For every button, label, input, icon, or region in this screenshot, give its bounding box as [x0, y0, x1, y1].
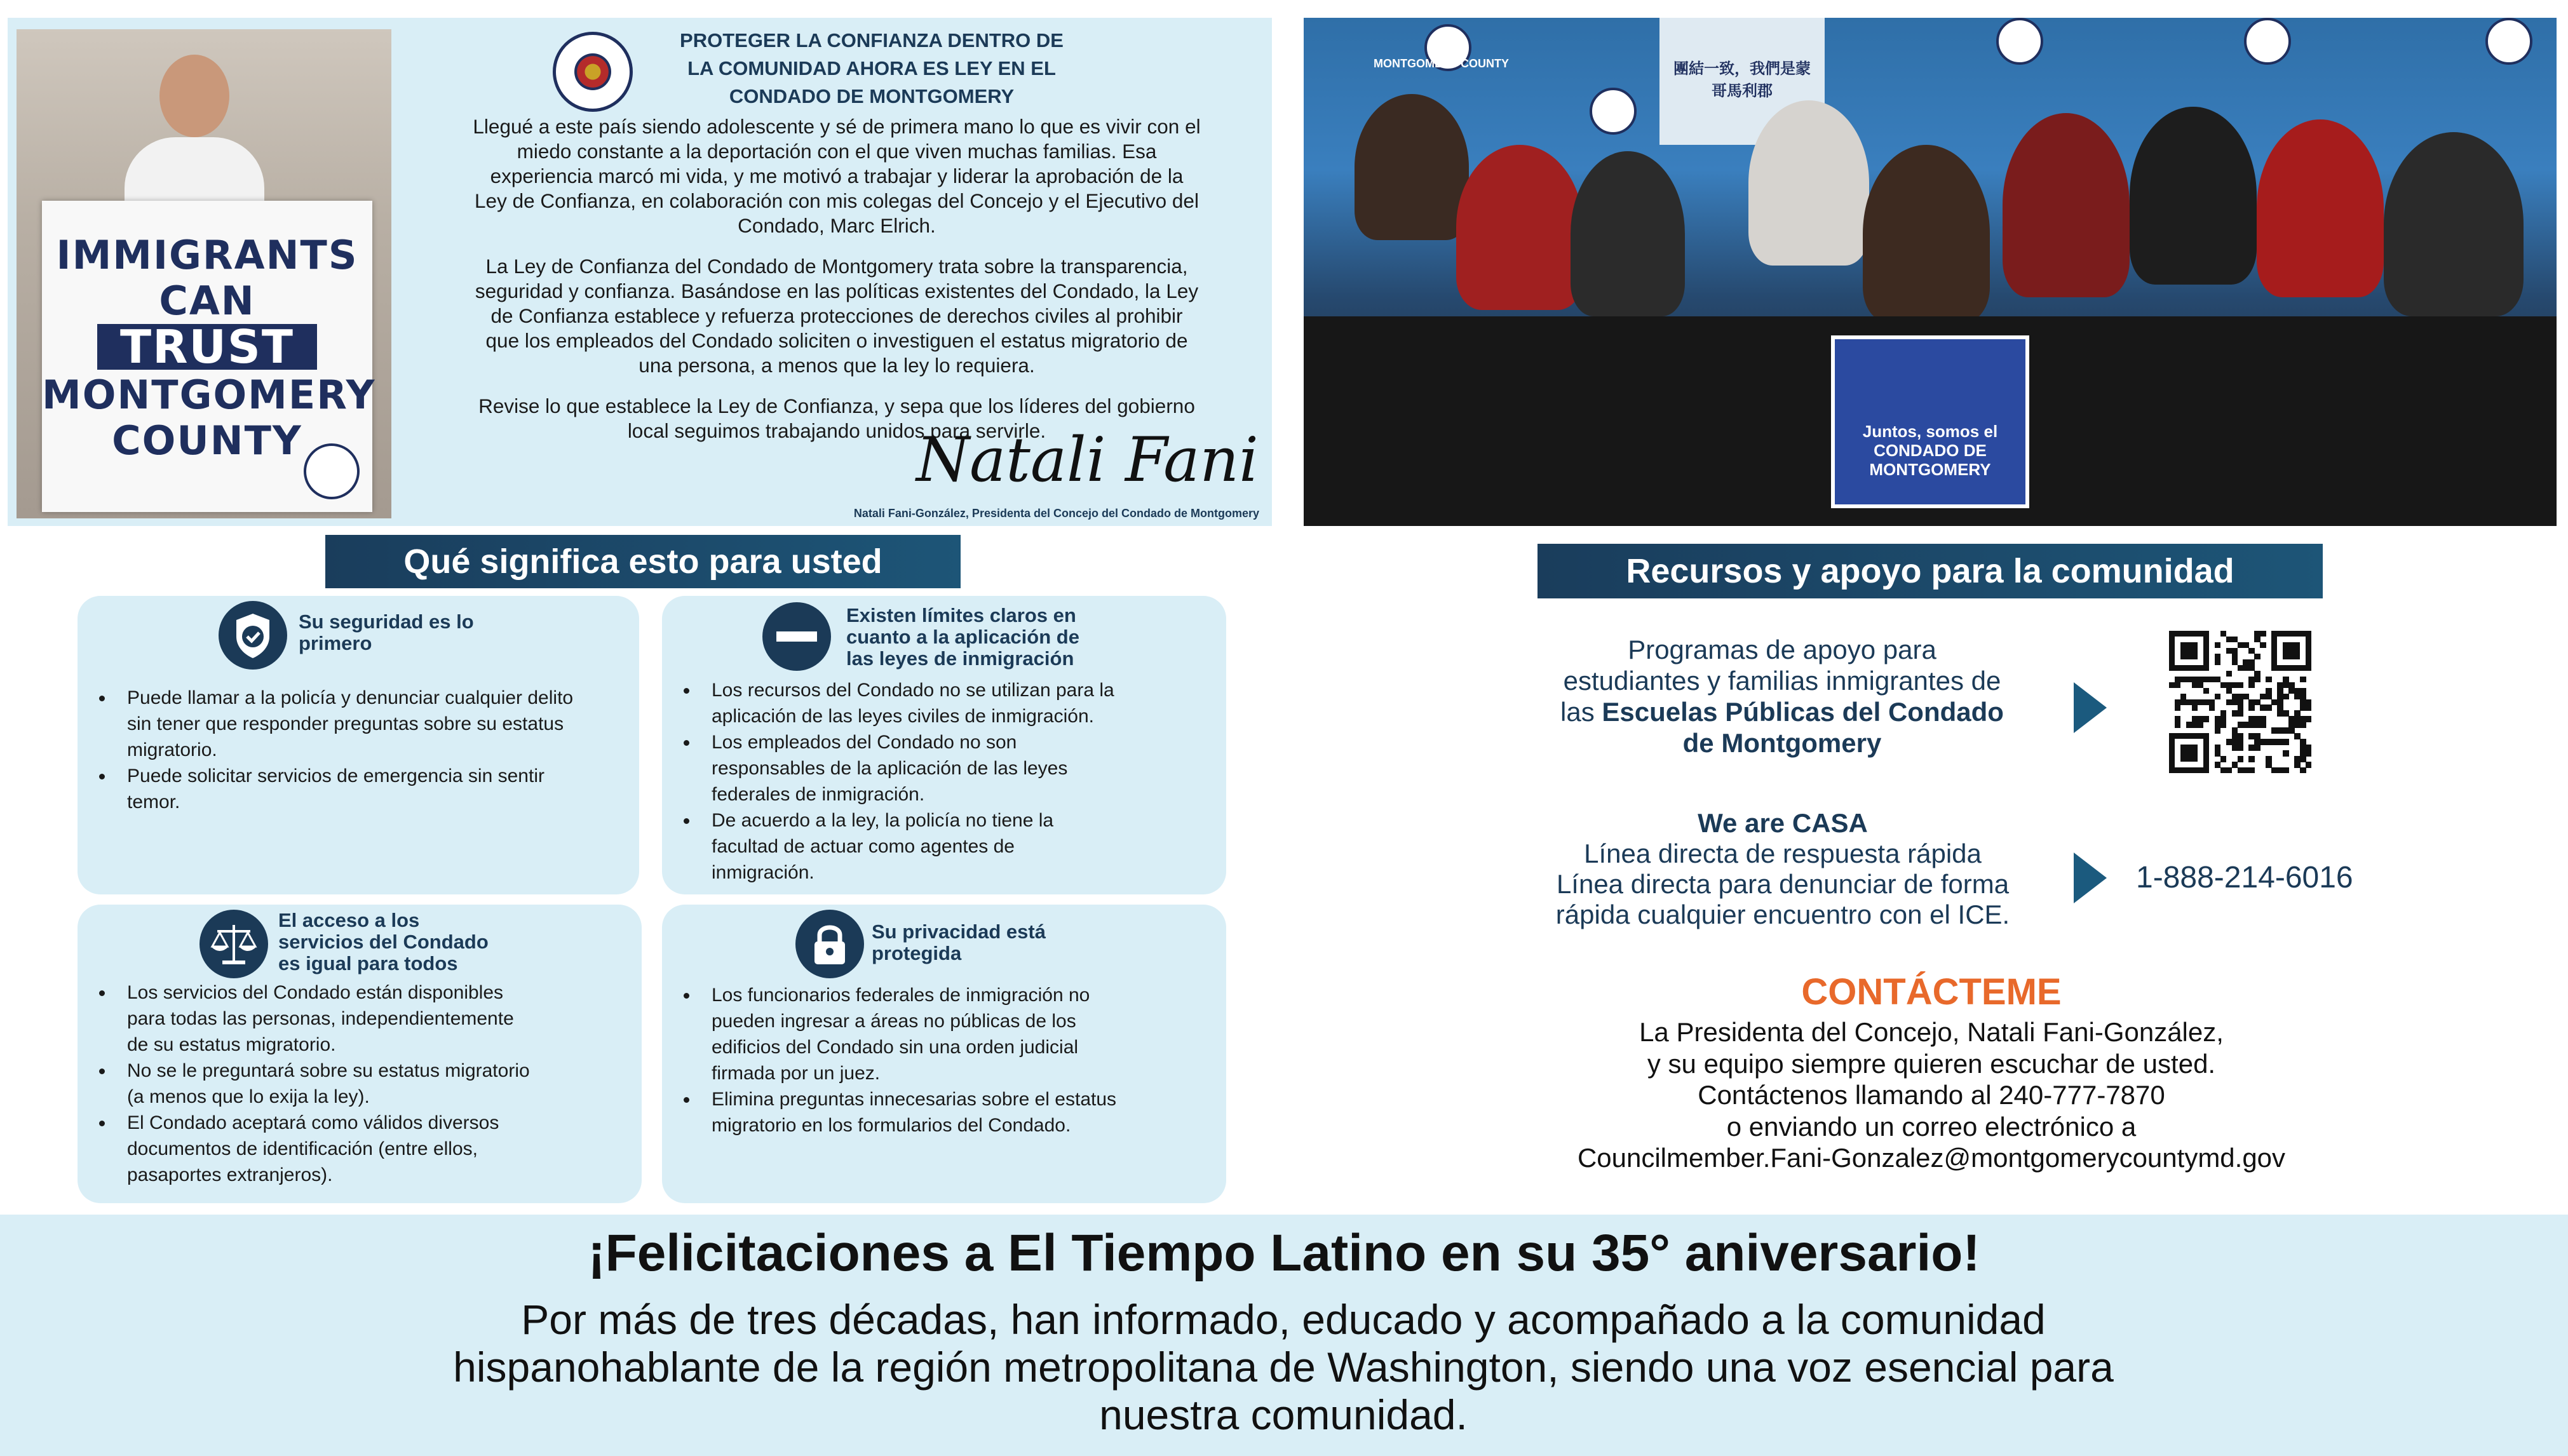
bullet-item: • Los servicios del Condado están disponibles para todas las personas, independientemente de su estatus migratorio. — [114, 980, 648, 1058]
casa-hotline: We are CASA Línea directa de respuesta rápida Línea directa para denunciar de forma rápida cualquier encuentro con el ICE. — [1555, 808, 2010, 929]
bullet-item: • Los funcionarios federales de inmigración no pueden ingresar a áreas no públicas de los edificios del Condado sin una orden judicial firmada por un juez. — [699, 982, 1233, 1086]
section-title-resources: Recursos y apoyo para la comunidad — [1537, 544, 2323, 598]
county-seal-icon — [2244, 18, 2291, 65]
section-title-what-it-means: Qué significa esto para usted — [325, 535, 961, 588]
bullet-item: • Los empleados del Condado no son responsables de la aplicación de las leyes federales de inmigración. — [699, 729, 1233, 807]
council-president-photo — [17, 29, 391, 518]
casa-phone-number[interactable]: 1-888-214-6016 — [2136, 861, 2353, 894]
sign-line: TRUST — [97, 324, 317, 370]
card-limits — [662, 596, 1226, 894]
lock-icon — [795, 910, 864, 978]
card-bullets — [78, 685, 635, 815]
county-seal-icon — [553, 32, 633, 112]
arrow-right-icon — [2074, 682, 2107, 733]
signature-caption: Natali Fani-González, Presidenta del Concejo del Condado de Montgomery — [853, 507, 1259, 520]
bullet-item: • Puede solicitar servicios de emergencia sin sentir temor. — [114, 763, 635, 815]
card-bullets — [662, 982, 1233, 1138]
contact-body: La Presidenta del Concejo, Natali Fani-González, y su equipo siempre quieren escuchar de usted. Contáctenos llamando al 240-777-7870 o enviando un correo electrónico a Councilmember.Fani-Gonzalez@montgomerycountymd.gov — [1461, 1016, 2402, 1174]
card-title: El acceso a los servicios del Condado es igual para todos — [278, 909, 489, 974]
card-title: Su seguridad es lo primero — [299, 610, 474, 654]
no-entry-icon — [762, 602, 831, 671]
sign-line: COUNTY — [112, 417, 302, 464]
qr-code[interactable] — [2169, 631, 2311, 777]
letter-panel — [8, 18, 1272, 526]
anniversary-title: ¡Felicitaciones a El Tiempo Latino en su 35° aniversario! — [588, 1224, 1980, 1282]
bullet-item: • Elimina preguntas innecesarias sobre el estatus migratorio en los formularios del Condado. — [699, 1086, 1233, 1138]
card-title: Su privacidad está protegida — [872, 920, 1046, 964]
letter-paragraph-1: Llegué a este país siendo adolescente y sé de primera mano lo que es vivir con el miedo constante a la deportación con el que viven muchas familias. Esa experiencia marcó mi vida, y me motivó a trabajar y liderar la aprobación de la Ley de Confianza, en colaboración con mis colegas del Concejo y el Ejecutivo del Condado, Marc Elrich. — [473, 115, 1201, 237]
banner-text: MONTGOMERY COUNTY — [1374, 57, 1510, 70]
card-title: Existen límites claros en cuanto a la aplicación de las leyes de inmigración — [846, 604, 1079, 670]
contact-title: CONTÁCTEME — [1801, 971, 2062, 1013]
community-group-photo — [1304, 18, 2557, 526]
county-seal-icon — [1590, 88, 1637, 135]
card-privacy — [662, 905, 1226, 1203]
bullet-item: • No se le preguntará sobre su estatus migratorio (a menos que lo exija la ley). — [114, 1058, 648, 1110]
letter-paragraph-2: La Ley de Confianza del Condado de Montgomery trata sobre la transparencia, seguridad y confianza. Basándose en las políticas existentes del Condado, la Ley de Confianza establece y refuerza protecciones de derechos civiles al prohibir que los empleados del Condado soliciten o investiguen el estatus migratorio de una persona, a menos que la ley lo requiera. — [475, 255, 1199, 377]
shield-check-icon — [219, 601, 287, 670]
sign-line: CAN — [159, 278, 255, 324]
bullet-item: • Puede llamar a la policía y denunciar cualquier delito sin tener que responder preguntas sobre su estatus migratorio. — [114, 685, 635, 763]
bullet-item: • El Condado aceptará como válidos diversos documentos de identificación (entre ellos, pasaportes extranjeros). — [114, 1110, 648, 1188]
letter-heading: PROTEGER LA CONFIANZA DENTRO DE LA COMUNIDAD AHORA ES LEY EN EL CONDADO DE MONTGOMERY — [680, 29, 1064, 107]
bullet-item: • Los recursos del Condado no se utilizan para la aplicación de las leyes civiles de inmigración. — [699, 677, 1233, 729]
poster: Juntos, somos el CONDADO DE MONTGOMERY — [1831, 335, 2029, 508]
letter-paragraph-3: Revise lo que establece la Ley de Confianza, y sepa que los líderes del gobierno local seguimos trabajando unidos para servirle. — [478, 394, 1195, 442]
scales-icon — [199, 910, 268, 978]
bullet-item: • De acuerdo a la ley, la policía no tiene la facultad de actuar como agentes de inmigración. — [699, 807, 1233, 886]
immigrants-can-trust-sign — [42, 201, 376, 512]
card-bullets — [662, 677, 1233, 886]
county-seal-icon — [2485, 18, 2532, 65]
programs-text: Programas de apoyo para estudiantes y familias inmigrantes de las Escuelas Públicas del Condado de Montgomery — [1560, 635, 2004, 758]
person-figure — [125, 55, 264, 220]
sign-line: MONTGOMERY — [42, 372, 376, 418]
anniversary-body: Por más de tres décadas, han informado, educado y acompañado a la comunidad hispanohablante de la región metropolitana de Washington, siendo una voz esencial para nuestra comunidad. — [453, 1296, 2114, 1438]
county-seal-icon — [304, 443, 360, 499]
card-security — [78, 596, 639, 894]
card-access — [78, 905, 642, 1203]
county-seal-icon — [1996, 18, 2043, 65]
sign-line: IMMIGRANTS — [56, 232, 358, 278]
signature: Natali Fani — [916, 424, 1259, 495]
card-bullets — [78, 980, 648, 1188]
arrow-right-icon — [2074, 853, 2107, 903]
chinese-banner: 團結一致，我們是蒙哥馬利郡 — [1659, 18, 1825, 145]
contact-email[interactable]: Councilmember.Fani-Gonzalez@montgomerycountymd.gov — [1577, 1143, 2286, 1173]
